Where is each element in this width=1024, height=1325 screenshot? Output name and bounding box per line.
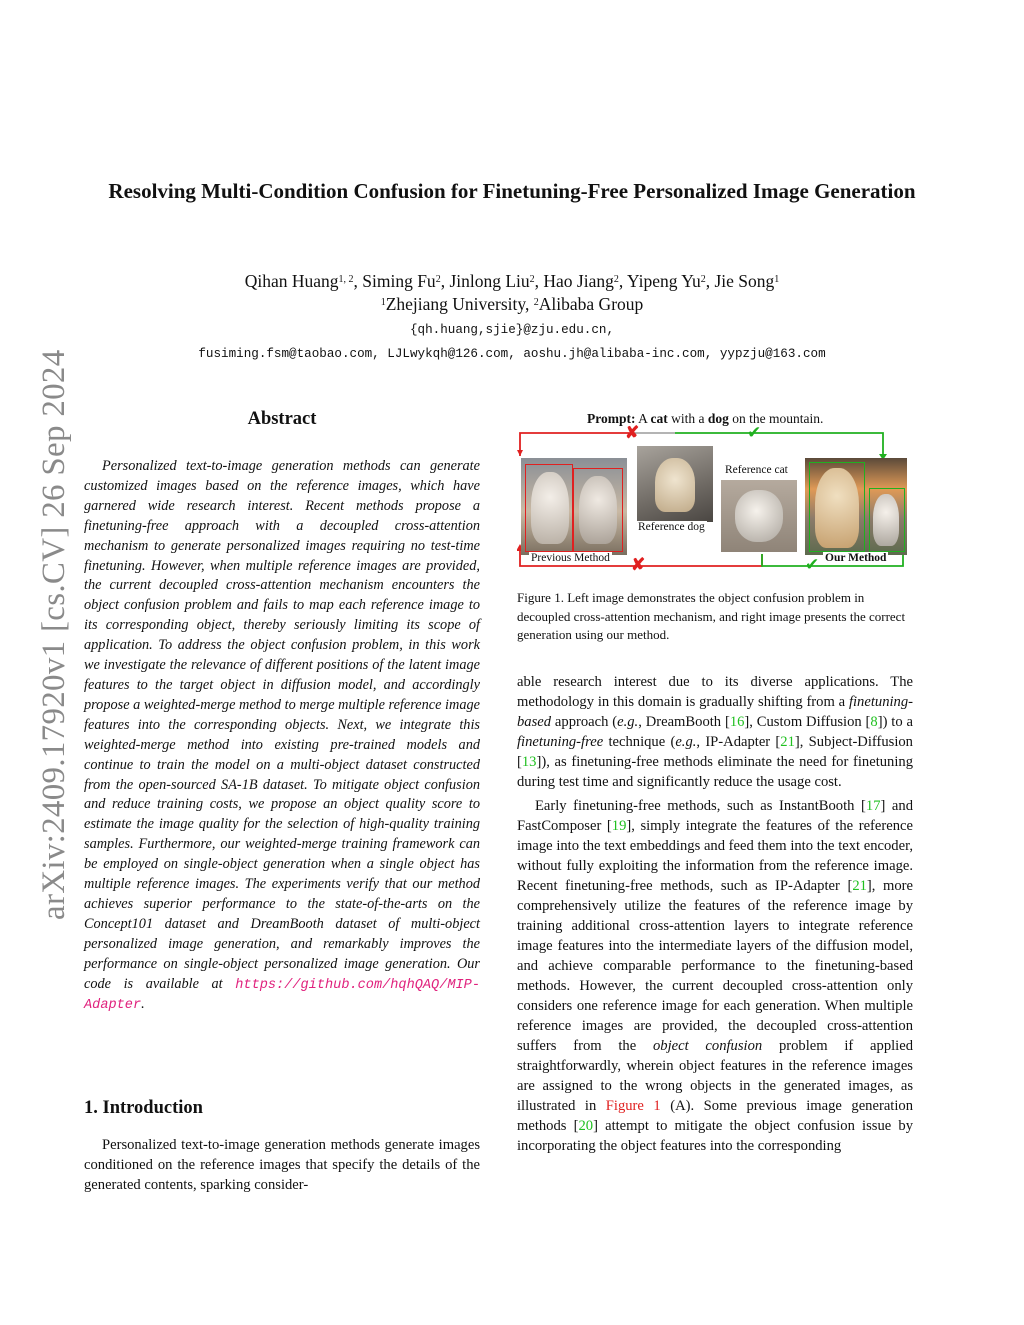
cross-mark-icon: ✘ xyxy=(625,423,640,442)
check-mark-icon: ✔ xyxy=(805,555,820,574)
detection-box xyxy=(869,488,905,552)
citation-link[interactable]: 20 xyxy=(578,1118,594,1134)
arxiv-stamp[interactable]: arXiv:2409.17920v1 [cs.CV] 26 Sep 2024 xyxy=(36,349,72,920)
author: Yipeng Yu xyxy=(627,271,701,291)
cross-mark-icon: ✘ xyxy=(631,555,646,574)
paragraph: Early finetuning-free methods, such as InstantBooth [17] and FastComposer [19], simply integrate the features of the reference image into the text embeddings and feed them into the text encoder, without fully exploiting the information from the reference image. Recent finetuning-free methods, such as IP-Adapter [21], more comprehensively utilize the features of the reference image by training additional cross-attention layers to integrate reference image features into the intermediate layers of the diffusion model, and achieve comparable performance to the finetuning-based methods. However, the current decoupled cross-attention only considers one reference image for each generation. When multiple reference images are provided, the decoupled cross-attention suffers from the object confusion problem if applied straightforwardly, wherein object features in the reference images are assigned to the wrong objects in the generated images, as illustrated in Figure 1 (A). Some previous image generation methods [20] attempt to mitigate the object confusion issue by incorporating the object features into the corresponding xyxy=(517,798,914,1154)
reference-cat-label: Reference cat xyxy=(725,464,788,476)
citation-link[interactable]: 16 xyxy=(729,714,745,730)
author: Jie Song xyxy=(714,271,775,291)
detection-box xyxy=(525,464,573,552)
affiliations: $^1$Zhejiang University, $^2$Alibaba Group xyxy=(380,294,644,314)
abstract-body: Personalized text-to-image generation methods can generate customized images based on the reference images, which have garnered wide research interest. Recent methods propose a finetuning-free approach with a decoupled cross-attention mechanism to generate personalized images requiring no test-time finetuning. However, when multiple reference images are provided, the current decoupled cross-attention mechanism encounters the object confusion problem and fails to map each reference image to its corresponding object, thereby seriously limiting its scope of application. To address the object confusion problem, in this work we investigate the relevance of different positions of the latent image features to the target object in diffusion model, and accordingly propose a weighted-merge method to merge multiple reference image features into the corresponding objects. Next, we integrate this weighted-merge method into existing pre-trained models and continue to train the model on a multi-object dataset constructed from the open-sourced SA-1B dataset. To mitigate object confusion and reduce training costs, we propose an object quality score to estimate the image quality for the selection of high-quality training samples. Furthermore, our weighted-merge training framework can be employed on single-object generation when a single object has multiple reference images. The experiments verify that our method achieves superior performance to the state-of-the-arts on the Concept101 dataset and DreamBooth dataset of multi-object personalized image generation, and remarkably improves the performance on single-object personalized image generation. Our code is available at https://github.com/hqhQAQ/MIP-Adapter. xyxy=(84,458,480,1014)
check-mark-icon: ✔ xyxy=(747,423,762,442)
citation-link[interactable]: 19 xyxy=(611,818,627,834)
citation-link[interactable]: 17 xyxy=(865,798,881,814)
citation-link[interactable]: 21 xyxy=(780,734,795,750)
figure-1 xyxy=(517,404,913,584)
detection-box xyxy=(809,462,865,552)
abstract-heading: Abstract xyxy=(247,409,317,429)
citation-link[interactable]: 21 xyxy=(852,878,867,894)
affiliation: Zhejiang University, xyxy=(385,294,530,314)
dog-figure xyxy=(655,458,695,512)
reference-cat-image xyxy=(721,480,797,552)
detection-box xyxy=(573,468,623,552)
author: Qihan Huang xyxy=(244,271,339,291)
figure-1-caption: Figure 1. Left image demonstrates the object confusion problem in decoupled cross-attention mechanism, and right image presents the correct generation using our method. xyxy=(517,590,906,642)
right-column-text xyxy=(517,672,913,1156)
email-line-1[interactable]: {qh.huang,sjie}@zju.edu.cn, xyxy=(409,323,615,337)
previous-method-label: Previous Method xyxy=(531,552,610,564)
code-link[interactable]: https://github.com/hqhQAQ/MIP-Adapter xyxy=(84,977,480,1014)
figure-reference-link[interactable]: Figure 1 xyxy=(605,1098,661,1114)
prompt-arrow-red xyxy=(520,433,629,456)
arrowhead xyxy=(517,450,523,456)
paragraph: able research interest due to its diverse applications. The methodology in this domain is gradually shifting from a finetuning-based approach (e.g., DreamBooth [16], Custom Diffusion [8]) to a finetuning-free technique (e.g., IP-Adapter [21], Subject-Diffusion [13]), as finetuning-free methods eliminate the need for finetuning during test time and significantly reduce the usage cost. xyxy=(517,674,913,790)
author: Jinlong Liu xyxy=(449,271,530,291)
introduction-heading: 1. Introduction xyxy=(84,1098,203,1118)
paper-title: Resolving Multi-Condition Confusion for Finetuning-Free Personalized Image Generation xyxy=(108,179,916,203)
author-block xyxy=(60,270,964,316)
our-method-label: Our Method xyxy=(825,552,887,564)
reference-dog-label: Reference dog xyxy=(638,521,705,533)
author-names: Qihan Huang$^{1, 2}$, Siming Fu$^2$, Jinlong Liu$^2$, Hao Jiang$^2$, Yipeng Yu$^2$, Jie Song$^1$ xyxy=(244,271,780,291)
abstract-text: Personalized text-to-image generation methods can generate customized images based on the reference images, which have garnered wide research interest. Recent methods propose a finetuning-free approach with a decoupled cross-attention mechanism to generate personalized images requiring no test-time finetuning. However, when multiple reference images are provided, the current decoupled cross-attention mechanism encounters the object confusion problem and fails to map each reference image to its corresponding object, thereby seriously limiting its scope of application. To address the object confusion problem, in this work we investigate the relevance of different positions of the latent image features to the target object in diffusion model, and accordingly propose a weighted-merge method to merge multiple reference image features into the corresponding objects. Next, we integrate this weighted-merge method into existing pre-trained models and continue to train the model on a multi-object dataset constructed from the open-sourced SA-1B dataset. To mitigate object confusion and reduce training costs, we propose an object quality score to estimate the image quality for the selection of high-quality training samples. Furthermore, our weighted-merge training framework can be employed on single-object generation when a single object has multiple reference images. The experiments verify that our method achieves superior performance to the state-of-the-arts on the Concept101 dataset and DreamBooth dataset of multi-object personalized image generation, and remarkably improves the performance on single-object personalized image generation. Our code is available at xyxy=(84,458,480,992)
our-method-image xyxy=(805,458,907,555)
reference-dog-image xyxy=(637,446,713,522)
author: Hao Jiang xyxy=(543,271,614,291)
citation-link[interactable]: 13 xyxy=(521,754,537,770)
author: Siming Fu xyxy=(362,271,436,291)
previous-method-image xyxy=(521,458,627,555)
citation-link[interactable]: 8 xyxy=(870,714,878,730)
introduction-left-text: Personalized text-to-image generation methods generate images conditioned on the reference images that specify the details of the generated contents, sparking consider- xyxy=(84,1137,480,1193)
figure-prompt: Prompt: A cat with a dog on the mountain. xyxy=(587,411,824,426)
cat-figure xyxy=(735,490,783,542)
affiliation: Alibaba Group xyxy=(538,294,644,314)
email-line-2[interactable]: fusiming.fsm@taobao.com, LJLwykqh@126.com, aoshu.jh@alibaba-inc.com, yypzju@163.com xyxy=(198,347,826,361)
